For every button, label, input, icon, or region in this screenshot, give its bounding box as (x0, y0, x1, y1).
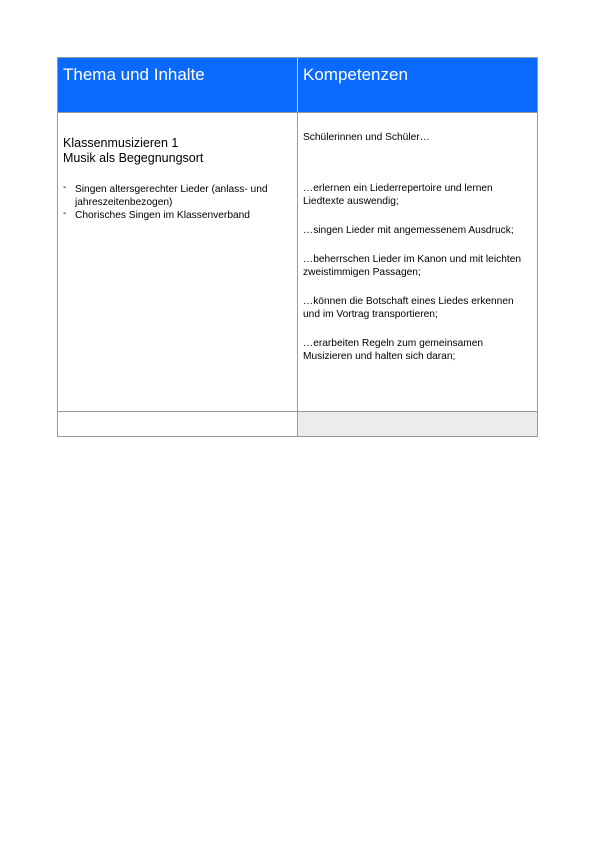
list-item: …erarbeiten Regeln zum gemeinsamen Musizieren und halten sich daran; (303, 338, 484, 362)
list-item: - Chorisches Singen im Klassenverband (63, 208, 250, 221)
competences-cell (298, 113, 537, 411)
list-item: …erlernen ein Liederrepertoire und lernen Liedtexte auswendig; (303, 183, 493, 207)
topic-title-line1: Klassenmusizieren 1 (63, 136, 179, 150)
footer-left-cell (58, 412, 298, 436)
list-item: …können die Botschaft eines Liedes erkennen und im Vortrag transportieren; (303, 296, 514, 320)
list-item: …singen Lieder mit angemessenem Ausdruck; (303, 225, 514, 236)
topic-title-line2: Musik als Begegnungsort (63, 151, 204, 165)
table-footer-row (58, 411, 537, 436)
dash-bullet-icon: - (63, 208, 67, 219)
topic-items (63, 183, 292, 222)
header-topic: Thema und Inhalte (58, 58, 298, 112)
competences-items (303, 182, 532, 363)
table-content-row (58, 112, 537, 411)
curriculum-table (57, 57, 538, 437)
dash-bullet-icon: - (63, 182, 67, 193)
competences-intro: Schülerinnen und Schüler… (303, 132, 430, 143)
list-item: - Singen altersgerechter Lieder (anlass- und jahreszeitenbezogen) (63, 182, 268, 208)
list-item: …beherrschen Lieder im Kanon und mit leichten zweistimmigen Passagen; (303, 254, 522, 278)
table-header-row (58, 58, 537, 112)
topic-cell (58, 113, 298, 411)
header-competences: Kompetenzen (298, 58, 537, 112)
footer-right-cell (298, 412, 537, 436)
